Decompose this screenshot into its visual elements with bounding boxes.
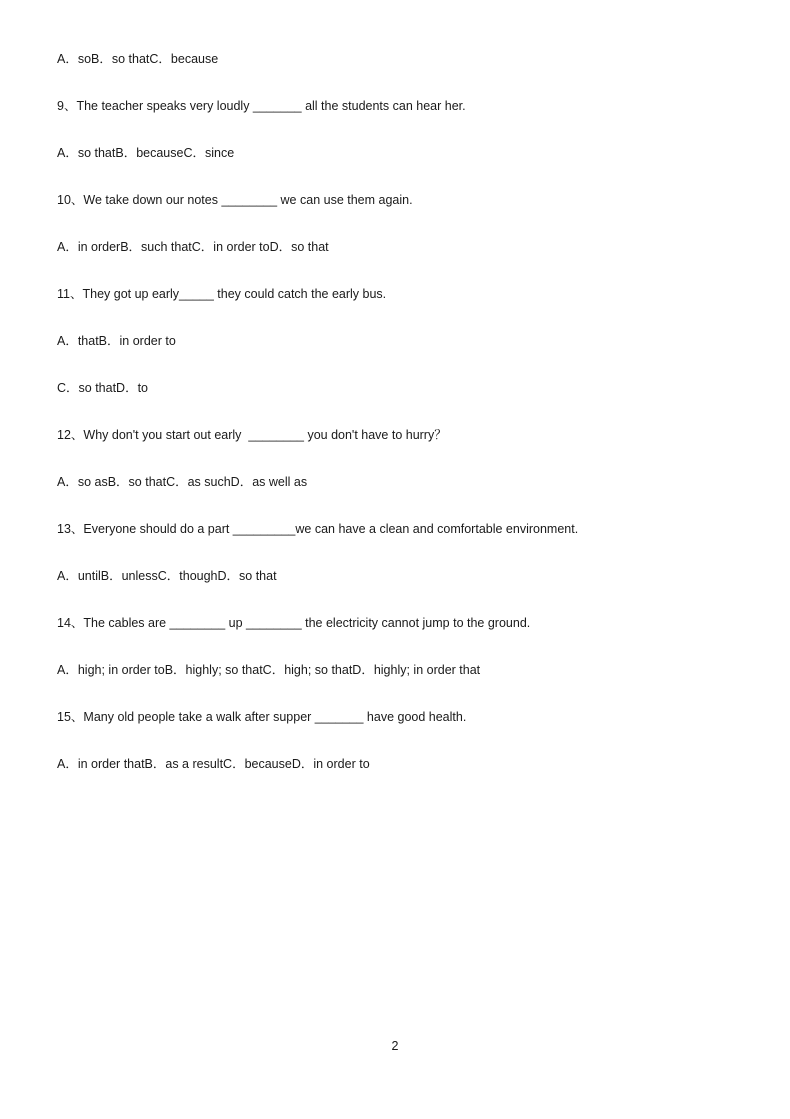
question-line: 12、Why don't you start out early ________ you don't have to hurry？ — [57, 428, 447, 442]
option-line: A．high; in order toB．highly; so thatC．high; so thatD．highly; in order that — [57, 663, 481, 677]
option-line: A．soB．so thatC．because — [57, 52, 219, 66]
question-line: 11、They got up early_____ they could catch the early bus. — [57, 287, 387, 301]
question-line: 14、The cables are ________ up ________ the electricity cannot jump to the ground. — [57, 616, 531, 630]
question-line: 13、Everyone should do a part _________we can have a clean and comfortable environment. — [57, 522, 579, 536]
option-line: A．so thatB．becauseC．since — [57, 146, 235, 160]
option-line: C．so thatD．to — [57, 381, 149, 395]
question-line: 9、The teacher speaks very loudly _______ all the students can hear her. — [57, 99, 466, 113]
option-line: A．untilB．unlessC．thoughD．so that — [57, 569, 277, 583]
question-line: 10、We take down our notes ________ we can use them again. — [57, 193, 413, 207]
option-line: A．thatB．in order to — [57, 334, 176, 348]
option-line: A．in order thatB．as a resultC．becauseD．in order to — [57, 757, 370, 771]
option-line: A．in orderB．such thatC．in order toD．so that — [57, 240, 329, 254]
page-number: 2 — [391, 1039, 399, 1053]
option-line: A．so asB．so thatC．as suchD．as well as — [57, 475, 308, 489]
question-line: 15、Many old people take a walk after supper _______ have good health. — [57, 710, 467, 724]
